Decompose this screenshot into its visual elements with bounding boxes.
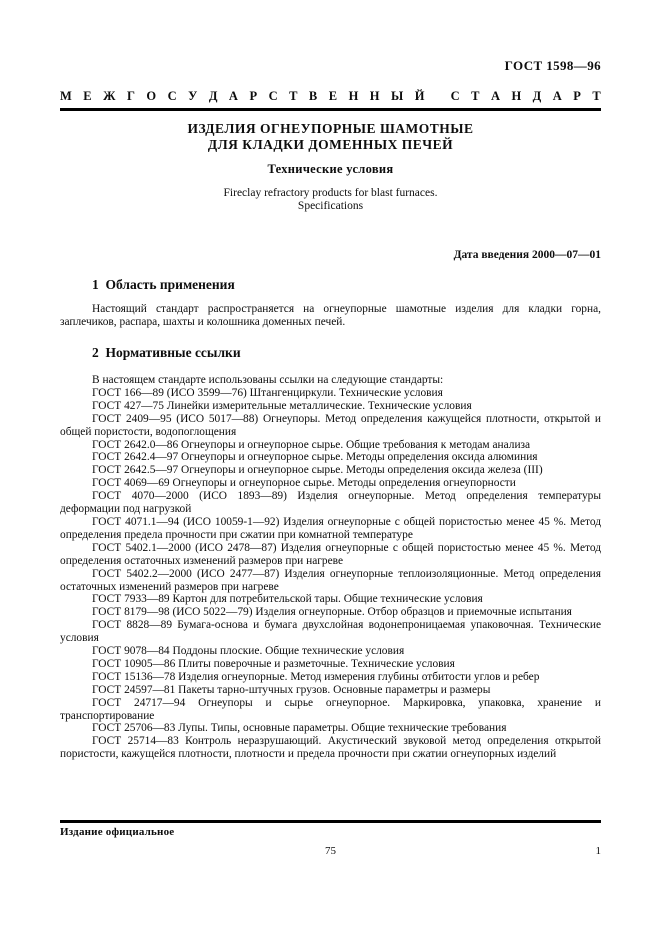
effective-date: Дата введения 2000—07—01 bbox=[453, 249, 601, 261]
reference-item: ГОСТ 166—89 (ИСО 3599—76) Штангенциркули. Технические условия bbox=[92, 386, 443, 399]
title-line-2: ДЛЯ КЛАДКИ ДОМЕННЫХ ПЕЧЕЙ bbox=[207, 136, 454, 152]
reference-item: ГОСТ 4071.1—94 (ИСО 10059-1—92) Изделия огнеупорные с общей пористостью менее 45 %. Метод определения предела прочности при сжатии при комнатной температуре bbox=[60, 515, 601, 541]
reference-item: ГОСТ 8828—89 Бумага-основа и бумага двухслойная водонепроницаемая упаковочная. Технические условия bbox=[60, 619, 601, 645]
standard-type-banner: М Е Ж Г О С У Д А Р С Т В Е Н Н Ы Й С Т А Н Д А Р Т bbox=[60, 89, 601, 103]
section-1-paragraph: Настоящий стандарт распространяется на огнеупорные шамотные изделия для кладки горна, заплечиков, распара, шахты и колошника доменных печей. bbox=[60, 303, 601, 328]
reference-item: ГОСТ 5402.1—2000 (ИСО 2478—87) Изделия огнеупорные с общей пористостью менее 45 %. Метод определения остаточных изменений размеров при нагреве bbox=[60, 541, 601, 567]
reference-item: ГОСТ 427—75 Линейки измерительные металлические. Технические условия bbox=[92, 399, 472, 412]
title-english-line-1: Fireclay refractory products for blast furnaces. bbox=[223, 187, 438, 199]
page-number-document: 75 bbox=[325, 845, 336, 857]
footer-rule bbox=[60, 820, 601, 823]
reference-item: ГОСТ 4069—69 Огнеупоры и огнеупорное сырье. Методы определения огнеупорности bbox=[92, 477, 516, 490]
reference-item: ГОСТ 25714—83 Контроль неразрушающий. Акустический звуковой метод определения открытой пористости, кажущейся плотности, плотности и предела прочности при сжатии огнеупорных изделий bbox=[60, 735, 601, 761]
reference-item: ГОСТ 2409—95 (ИСО 5017—88) Огнеупоры. Метод определения кажущейся плотности, открытой и общей пористости, водопоглощения bbox=[60, 412, 601, 438]
reference-item: ГОСТ 2642.0—86 Огнеупоры и огнеупорное сырье. Общие требования к методам анализа bbox=[92, 438, 531, 451]
page-number-section: 1 bbox=[595, 845, 601, 857]
edition-note: Издание официальное bbox=[60, 826, 175, 838]
title-english-line-2: Specifications bbox=[297, 199, 364, 212]
document-subtitle: Технические условия bbox=[267, 162, 394, 176]
section-1-body bbox=[60, 303, 601, 329]
reference-item: ГОСТ 7933—89 Картон для потребительской тары. Общие технические условия bbox=[92, 593, 483, 606]
reference-item: ГОСТ 10905—86 Плиты поверочные и разметочные. Технические условия bbox=[92, 657, 455, 670]
reference-item: ГОСТ 2642.5—97 Огнеупоры и огнеупорное сырье. Методы определения оксида железа (III) bbox=[92, 464, 543, 477]
reference-item: ГОСТ 8179—98 (ИСО 5022—79) Изделия огнеупорные. Отбор образцов и приемочные испытания bbox=[92, 606, 572, 619]
title-line-1: ИЗДЕЛИЯ ОГНЕУПОРНЫЕ ШАМОТНЫЕ bbox=[187, 121, 474, 136]
reference-item: ГОСТ 5402.2—2000 (ИСО 2477—87) Изделия огнеупорные теплоизоляционные. Метод определения остаточных изменений размеров при нагреве bbox=[60, 567, 601, 593]
reference-item: ГОСТ 15136—78 Изделия огнеупорные. Метод измерения глубины отбитости углов и ребер bbox=[92, 670, 540, 683]
reference-item: ГОСТ 4070—2000 (ИСО 1893—89) Изделия огнеупорные. Метод определения температуры деформации под нагрузкой bbox=[60, 490, 601, 516]
document-title bbox=[60, 121, 601, 152]
reference-item: ГОСТ 24717—94 Огнеупоры и сырье огнеупорное. Маркировка, упаковка, хранение и транспортирование bbox=[60, 696, 601, 722]
reference-item: ГОСТ 2642.4—97 Огнеупоры и огнеупорное сырье. Методы определения оксида алюминия bbox=[92, 451, 538, 464]
document-title-english bbox=[60, 187, 601, 212]
document-code: ГОСТ 1598—96 bbox=[504, 58, 601, 73]
references-intro: В настоящем стандарте использованы ссылки на следующие стандарты: bbox=[92, 374, 444, 386]
section-1-heading: 1 Область применения bbox=[92, 277, 235, 292]
reference-item: ГОСТ 24597—81 Пакеты тарно-штучных грузов. Основные параметры и размеры bbox=[92, 683, 491, 696]
reference-item: ГОСТ 9078—84 Поддоны плоские. Общие технические условия bbox=[92, 645, 405, 658]
header-rule bbox=[60, 108, 601, 111]
section-2-body bbox=[60, 374, 601, 761]
reference-item: ГОСТ 25706—83 Лупы. Типы, основные параметры. Общие технические требования bbox=[92, 722, 507, 735]
section-2-heading: 2 Нормативные ссылки bbox=[92, 345, 241, 360]
references-list bbox=[60, 387, 601, 761]
